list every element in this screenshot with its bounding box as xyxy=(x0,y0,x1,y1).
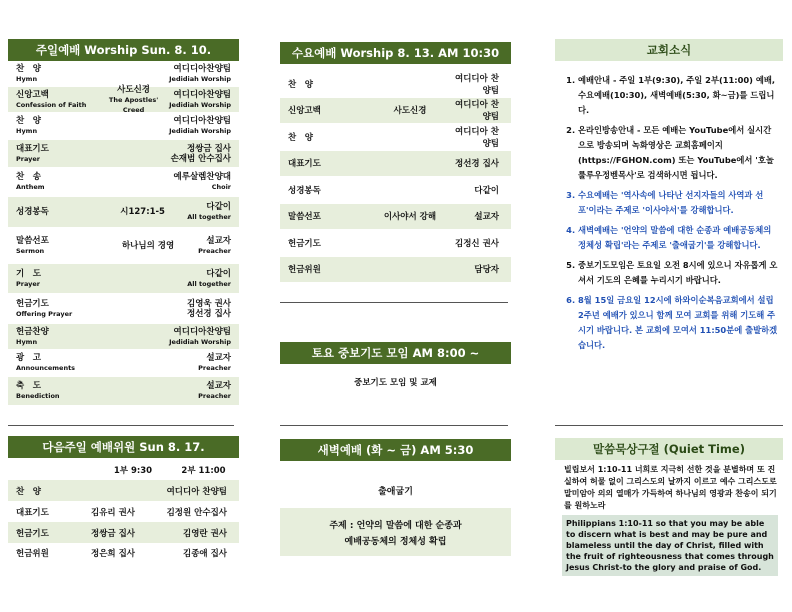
sunday-order-row xyxy=(8,197,239,227)
order-label: 찬 양 xyxy=(288,79,313,90)
wednesday-worship-header: 수요예배 Worship 8. 13. AM 10:30 xyxy=(280,42,511,64)
leader-primary: 여디디아찬양팀 xyxy=(173,64,231,74)
leader-primary: 예루살렘찬양대 xyxy=(173,172,231,182)
sunday-order-label xyxy=(8,236,98,256)
next-week-row xyxy=(8,543,239,563)
service-2-person: 김영란 권사 xyxy=(182,528,227,539)
label-en: Hymn xyxy=(16,127,38,135)
sunday-order-leader xyxy=(169,64,239,84)
leader-secondary: All together xyxy=(187,213,231,221)
sunday-order-leader xyxy=(171,144,239,164)
sunday-order-row xyxy=(8,113,239,139)
label-en: Sermon xyxy=(16,247,45,255)
leader-primary: 설교자 xyxy=(206,381,231,391)
next-week-header: 다음주일 예배위원 Sun 8. 17. xyxy=(8,436,239,458)
order-label: 헌금기도 xyxy=(288,238,321,249)
sunday-order-leader xyxy=(198,353,239,373)
sunday-order-row xyxy=(8,229,239,263)
sunday-order-leader xyxy=(198,381,239,401)
news-item: 1. 예배안내 - 주일 1부(9:30), 주일 2부(11:00) 예배, 수요예배(10:30), 새벽예배(5:30, 화~금)를 드립니다. xyxy=(578,73,778,118)
wednesday-order-row xyxy=(280,151,511,176)
label-ko: 찬 송 xyxy=(16,172,41,182)
wednesday-order-row xyxy=(280,124,511,149)
sunday-order-middle xyxy=(98,85,169,115)
leader-secondary: Jedidiah Worship xyxy=(169,127,231,135)
dawn-theme-box xyxy=(280,508,511,556)
leader-secondary: Preacher xyxy=(198,247,231,255)
order-leader: 여디디아 찬양팀 xyxy=(454,73,499,96)
wednesday-order-row xyxy=(280,257,511,282)
sunday-order-label xyxy=(8,64,98,84)
sunday-order-label xyxy=(8,269,98,289)
order-label: 찬 양 xyxy=(288,132,313,143)
leader-primary: 다같이 xyxy=(206,268,231,279)
service-1-person: 김유리 권사 xyxy=(90,508,135,518)
label-en: Announcements xyxy=(16,364,76,372)
church-news-header: 교회소식 xyxy=(555,39,783,61)
divider xyxy=(555,425,783,426)
sunday-order-label xyxy=(8,327,98,347)
sunday-order-label xyxy=(8,116,98,136)
order-label: 신앙고백 xyxy=(288,106,321,116)
sunday-order-middle xyxy=(98,241,198,251)
label-en: Anthem xyxy=(16,183,45,191)
sunday-order-row xyxy=(8,377,239,405)
order-leader: 여디디아 찬양팀 xyxy=(454,126,499,149)
label-en: Benediction xyxy=(16,392,60,400)
label-ko: 광 고 xyxy=(16,353,41,363)
middle-subtext: The Apostles' Creed xyxy=(108,95,159,114)
label-en: Confession of Faith xyxy=(16,100,87,109)
wednesday-order-row xyxy=(280,177,511,202)
leader-secondary: 손재범 안수집사 xyxy=(170,153,231,164)
quiet-time-english: Philippians 1:10-11 so that you may be able to discern what is best and may be pure and blameless until the day of Christ, filled with the fruit of righteousness that comes through Jesus Christ-to the glory and praise of God. xyxy=(562,515,778,576)
order-middle: 사도신경 xyxy=(393,106,427,116)
label-ko: 찬 양 xyxy=(16,116,41,126)
service-2-person: 김정원 안수집사 xyxy=(166,508,227,518)
service-2-person: 여디디아 찬양팀 xyxy=(166,486,227,497)
next-week-col-headers xyxy=(8,461,239,479)
leader-primary: 다같이 xyxy=(206,202,231,212)
role-label: 헌금기도 xyxy=(16,528,49,539)
label-ko: 성경봉독 xyxy=(16,207,49,217)
leader-primary: 여디디아찬양팀 xyxy=(173,326,231,337)
sunday-order-label xyxy=(8,172,98,192)
label-en: Prayer xyxy=(16,154,41,163)
dawn-theme-line2: 예배공동체의 정체성 확립 xyxy=(344,537,447,547)
sunday-order-leader xyxy=(169,116,239,136)
sunday-order-leader xyxy=(198,236,239,256)
service-2-label: 2부 11:00 xyxy=(181,466,226,476)
next-week-row xyxy=(8,502,239,522)
sunday-order-leader xyxy=(169,90,239,110)
wednesday-order-row xyxy=(280,98,511,123)
order-label: 말씀선포 xyxy=(288,212,321,222)
sunday-order-row xyxy=(8,140,239,167)
news-item: 5. 중보기도모임은 토요일 오전 8시에 있으니 자유롭게 오셔서 기도의 은혜를 누리시기 바랍니다. xyxy=(578,258,778,288)
quiet-time-korean: 빌립보서 1:10-11 너희로 지극히 선한 것을 분별하며 또 진실하여 허물 없이 그리스도의 날까지 이르고 예수 그리스도로 말미암아 의의 열매가 가득하여 하나님의 영광과 찬송이 되기를 원하노라 xyxy=(564,465,777,510)
label-en: Hymn xyxy=(16,75,38,83)
service-1-label: 1부 9:30 xyxy=(113,466,153,476)
service-1-person: 정은희 집사 xyxy=(90,549,135,559)
order-leader: 설교자 xyxy=(474,212,499,222)
wednesday-order-row xyxy=(280,230,511,255)
order-leader: 다같이 xyxy=(474,185,499,196)
order-leader: 담당자 xyxy=(474,265,499,275)
sunday-order-label xyxy=(8,299,98,319)
dawn-theme-line1: 주제 : 언약의 말씀에 대한 순종과 xyxy=(329,521,462,531)
order-leader: 여디디아 찬양팀 xyxy=(454,100,499,122)
label-en: Prayer xyxy=(16,279,41,288)
leader-secondary: 정선경 집사 xyxy=(186,308,231,319)
sunday-order-leader xyxy=(187,299,239,319)
sunday-order-leader xyxy=(169,327,239,347)
sunday-worship-header: 주일예배 Worship Sun. 8. 10. xyxy=(8,39,239,61)
sunday-order-label xyxy=(8,353,98,373)
label-ko: 축 도 xyxy=(16,381,41,391)
church-news-list xyxy=(560,73,778,358)
leader-secondary: Jedidiah Worship xyxy=(169,100,231,109)
leader-primary: 여디디아찬양팀 xyxy=(173,116,231,126)
order-label: 대표기도 xyxy=(288,159,321,169)
service-2-person: 김종애 집사 xyxy=(182,549,227,559)
role-label: 헌금위원 xyxy=(16,549,49,559)
order-middle: 이사야서 강해 xyxy=(383,212,437,222)
leader-secondary: All together xyxy=(187,279,231,288)
order-leader: 정선경 집사 xyxy=(454,159,499,169)
order-label: 성경봉독 xyxy=(288,185,321,196)
sunday-order-row xyxy=(8,62,239,86)
next-week-row xyxy=(8,480,239,501)
leader-primary: 설교자 xyxy=(206,353,231,363)
middle-text: 시127:1-5 xyxy=(120,207,165,217)
leader-secondary: Preacher xyxy=(198,392,231,400)
news-item: 6. 8월 15일 금요일 12시에 하와이순복음교회에서 설립 2주년 예배가 있으니 함께 모여 교회를 위해 기도해 주시기 바랍니다. 본 교회에 모여서 11:50분에 출발하겠습니다. xyxy=(578,293,778,353)
role-label: 찬 양 xyxy=(16,486,41,497)
sunday-order-row xyxy=(8,168,239,196)
label-ko: 신앙고백 xyxy=(16,89,49,100)
label-en: Hymn xyxy=(16,337,38,346)
news-item: 2. 온라인방송안내 - 모든 예배는 YouTube에서 실시간으로 방송되며 녹화영상은 교회홈페이지(https://FGHON.com) 또는 YouTube에서 '호놀룰루우정벧목사'로 검색하시면 됩니다. xyxy=(578,123,778,183)
label-ko: 말씀선포 xyxy=(16,236,49,246)
wednesday-order-row xyxy=(280,204,511,229)
dawn-book: 출애굽기 xyxy=(378,487,413,497)
sunday-order-row xyxy=(8,324,239,349)
sunday-order-row xyxy=(8,294,239,323)
sunday-order-label xyxy=(8,144,98,164)
saturday-prayer-text: 중보기도 모임 및 교제 xyxy=(354,378,437,388)
label-en: Offering Prayer xyxy=(16,309,73,318)
leader-secondary: Preacher xyxy=(198,364,231,372)
middle-text: 사도신경 xyxy=(117,84,150,95)
role-label: 대표기도 xyxy=(16,508,49,518)
sunday-order-leader xyxy=(174,172,239,192)
divider xyxy=(280,425,508,426)
divider xyxy=(280,302,508,303)
saturday-prayer-header: 토요 중보기도 모임 AM 8:00 ~ xyxy=(280,342,511,364)
leader-primary: 정쌍금 집사 xyxy=(186,143,231,154)
leader-secondary: Jedidiah Worship xyxy=(169,75,231,83)
sunday-order-label xyxy=(8,90,98,110)
sunday-order-leader xyxy=(187,269,239,289)
label-ko: 헌금기도 xyxy=(16,298,49,309)
leader-primary: 설교자 xyxy=(206,236,231,246)
sunday-order-middle xyxy=(98,207,187,217)
divider xyxy=(8,425,234,426)
label-ko: 찬 양 xyxy=(16,64,41,74)
dawn-worship-header: 새벽예배 (화 ~ 금) AM 5:30 xyxy=(280,439,511,461)
service-1-person: 정쌍금 집사 xyxy=(90,528,135,539)
order-leader: 김정신 권사 xyxy=(454,238,499,249)
quiet-time-header: 말씀묵상구절 (Quiet Time) xyxy=(555,438,783,460)
middle-text: 하나님의 경영 xyxy=(121,241,175,251)
leader-secondary: Choir xyxy=(211,183,231,191)
news-item: 3. 수요예배는 '역사속에 나타난 선지자들의 사역과 선포'이라는 주제로 '이사야서'를 강해합니다. xyxy=(578,188,778,218)
label-ko: 헌금찬양 xyxy=(16,326,49,337)
sunday-order-leader xyxy=(187,202,239,222)
sunday-order-row xyxy=(8,84,239,114)
sunday-order-row xyxy=(8,264,239,293)
wednesday-order-row xyxy=(280,71,511,96)
leader-primary: 여디디아찬양팀 xyxy=(173,89,231,100)
sunday-order-row xyxy=(8,350,239,376)
leader-primary: 김영욱 권사 xyxy=(186,298,231,309)
news-item: 4. 새벽예배는 '언약의 말씀에 대한 순종과 예배공동체의 정체성 확립'라는 주제로 '출애굽기'를 강해합니다. xyxy=(578,223,778,253)
sunday-order-label xyxy=(8,207,98,217)
next-week-row xyxy=(8,522,239,543)
leader-secondary: Jedidiah Worship xyxy=(169,337,231,346)
label-ko: 기 도 xyxy=(16,268,41,279)
label-ko: 대표기도 xyxy=(16,143,49,154)
sunday-order-label xyxy=(8,381,98,401)
order-label: 헌금위원 xyxy=(288,265,321,275)
